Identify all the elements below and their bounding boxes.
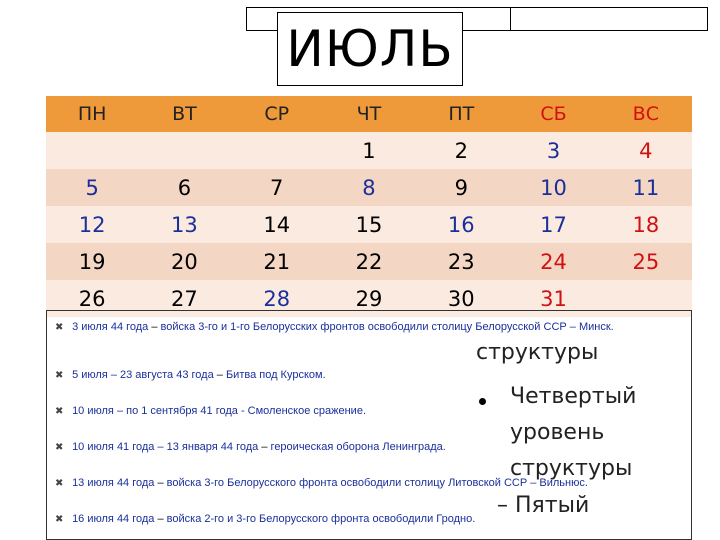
- day-cell: 12: [78, 212, 106, 237]
- day-cell: [46, 132, 138, 169]
- bullet-x-icon: ✖: [55, 322, 64, 333]
- day-cell: [231, 132, 323, 169]
- event-item: ✖ 3 июля 44 года – войска 3-го и 1-го Белорусских фронтов освободили столицу Белорусской ССР – Минск.: [55, 321, 614, 333]
- day-cell: 22: [355, 249, 383, 274]
- calendar-header: [46, 96, 692, 132]
- day-cell: 27: [171, 286, 198, 311]
- event-item: ✖ 13 июля 44 года – войска 3-го Белорусского фронта освободили столицу Литовской ССР – Вильнюс.: [55, 477, 588, 489]
- day-cell: 3: [546, 138, 561, 163]
- weekday-tue: ВТ: [172, 103, 197, 125]
- event-item: ✖ 5 июля – 23 августа 43 года – Битва под Курском.: [55, 369, 326, 381]
- event-text: войска 3-го Белорусского фронта освободили столицу Литовской ССР – Вильнюс.: [166, 477, 588, 489]
- day-cell: 4: [639, 138, 653, 163]
- day-cell: 30: [447, 286, 475, 311]
- month-title: ИЮЛЬ: [286, 20, 454, 78]
- weekday-fri: ПТ: [448, 103, 475, 125]
- event-date: 10 июля 41 года – 13 января 44 года: [72, 441, 259, 453]
- month-title-box: [277, 12, 463, 86]
- day-cell: 21: [263, 249, 291, 274]
- event-item: [55, 405, 366, 417]
- day-cell: 10: [540, 175, 567, 200]
- structure-text: структуры: [510, 456, 633, 481]
- day-cell: 9: [454, 175, 468, 200]
- weekday-wed: СР: [264, 103, 290, 125]
- day-cell: [138, 132, 230, 169]
- day-cell: 11: [632, 175, 660, 200]
- day-cell: 7: [270, 175, 284, 200]
- event-item: ✖ 16 июля 44 года – войска 2-го и 3-го Белорусского фронта освободили Гродно.: [55, 513, 476, 525]
- day-cell: 25: [632, 249, 660, 274]
- day-cell: 1: [362, 138, 376, 163]
- bullet-x-icon: ✖: [55, 442, 64, 453]
- day-cell: 18: [632, 212, 660, 237]
- calendar-row: [46, 132, 692, 169]
- day-cell: 31: [540, 286, 567, 311]
- day-cell: 23: [447, 249, 475, 274]
- weekday-sat: СБ: [540, 103, 567, 125]
- weekday-sun: ВС: [632, 103, 659, 125]
- structure-text: – Пятый: [497, 493, 590, 518]
- day-cell: 24: [540, 249, 567, 274]
- event-date: 3 июля 44 года: [72, 321, 149, 333]
- event-item: ✖ 10 июля 41 года – 13 января 44 года – героическая оборона Ленинграда.: [55, 441, 446, 453]
- event-text: войска 3-го и 1-го Белорусских фронтов освободили столицу Белорусской ССР – Минск.: [160, 321, 614, 333]
- day-cell: 16: [447, 212, 475, 237]
- bullet-x-icon: ✖: [55, 406, 64, 417]
- event-date: 10 июля – по 1 сентября 41 года: [72, 405, 238, 417]
- day-cell: 2: [454, 138, 468, 163]
- calendar-table: [46, 96, 692, 317]
- day-cell: 26: [78, 286, 106, 311]
- calendar-row: [46, 243, 692, 280]
- bullet-x-icon: ✖: [55, 478, 64, 489]
- day-cell: 28: [263, 286, 291, 311]
- event-text: войска 2-го и 3-го Белорусского фронта освободили Гродно.: [166, 513, 476, 525]
- day-cell: 19: [78, 249, 106, 274]
- day-cell: 29: [355, 286, 383, 311]
- event-text: Битва под Курском.: [225, 369, 326, 381]
- day-cell: 13: [171, 212, 198, 237]
- bullet-x-icon: ✖: [55, 514, 64, 525]
- structure-text: Четвертый: [510, 384, 637, 409]
- event-text: - Смоленское сражение.: [240, 405, 366, 417]
- event-date: 16 июля 44 года: [72, 513, 155, 525]
- day-cell: 20: [171, 249, 198, 274]
- weekday-thu: ЧТ: [356, 103, 382, 125]
- day-cell: 14: [263, 212, 291, 237]
- event-date: 5 июля – 23 августа 43 года: [72, 369, 214, 381]
- day-cell: 8: [362, 175, 376, 200]
- day-cell: 5: [85, 175, 99, 200]
- day-cell: 6: [177, 175, 192, 200]
- day-cell: 17: [540, 212, 567, 237]
- events-panel: [46, 310, 692, 540]
- calendar-row: [46, 206, 692, 243]
- structure-text: уровень: [510, 420, 605, 445]
- event-text: героическая оборона Ленинграда.: [270, 441, 446, 453]
- weekday-mon: ПН: [77, 103, 107, 125]
- event-date: 13 июля 44 года: [72, 477, 155, 489]
- calendar-row: [46, 169, 692, 206]
- bullet-x-icon: ✖: [55, 370, 64, 381]
- top-decoration-box: [510, 7, 708, 31]
- day-cell: 15: [355, 212, 383, 237]
- structure-text: структуры: [476, 340, 599, 365]
